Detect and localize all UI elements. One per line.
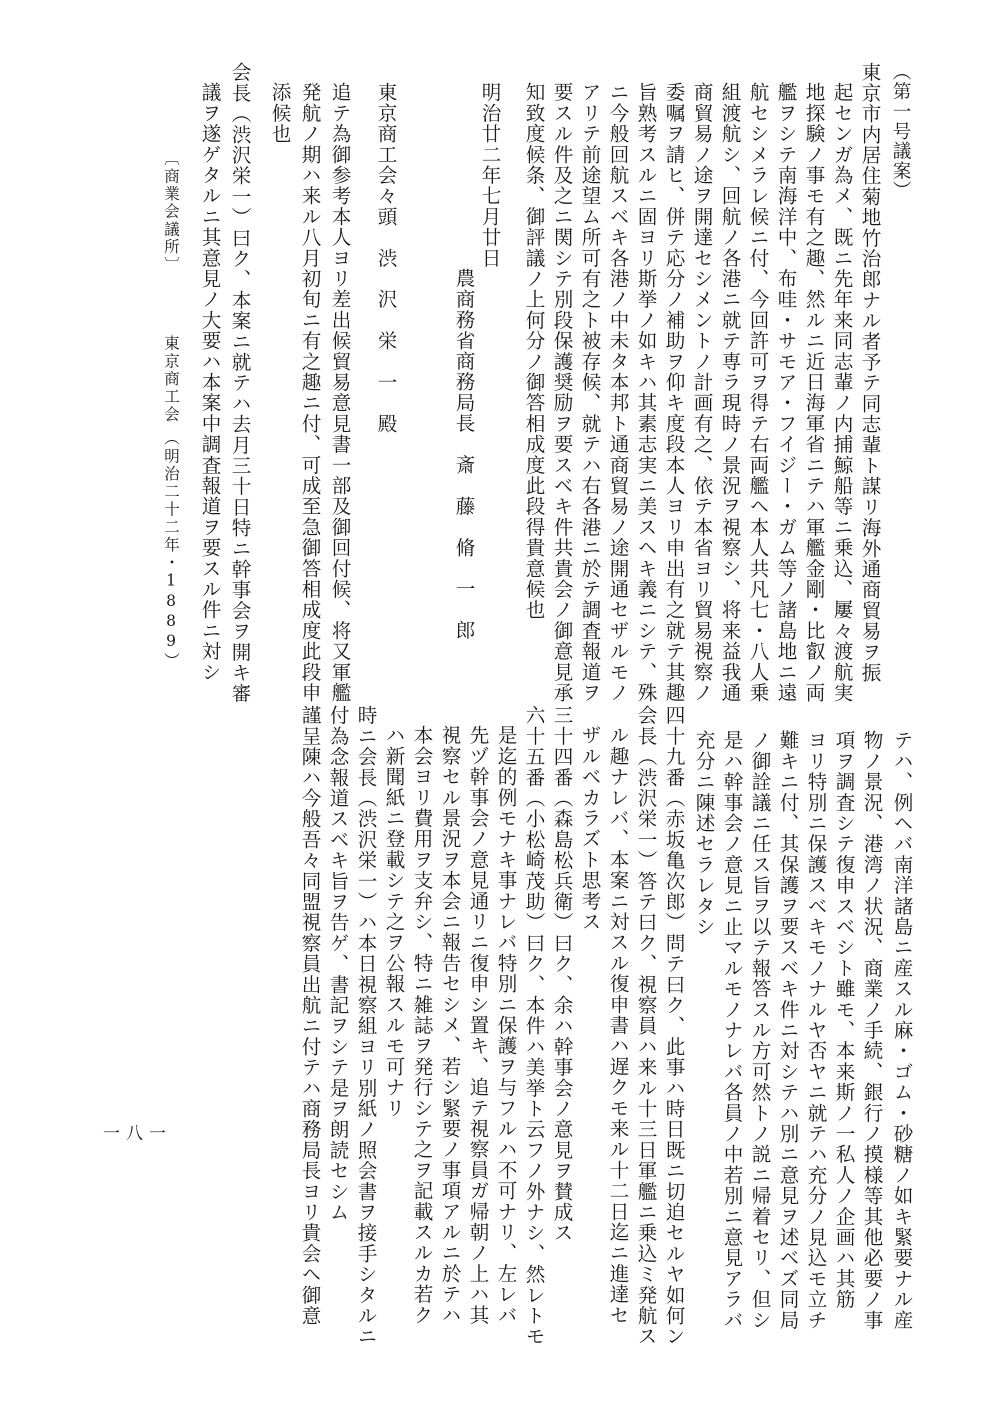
text-column: 要スル件及之ニ関シテ別段保護奨励ヲ要スベキ件共貴会ノ御意見承 xyxy=(550,82,573,703)
text-column: 艦ヲシテ南海洋中、布哇・サモア・フイジー・ガム等ノ諸島地ニ遠 xyxy=(774,82,797,703)
text-column: 追テ為御参考本人ヨリ差出候貿易意見書一部及御回付候、将又軍艦 xyxy=(328,82,351,703)
text-column: 商貿易ノ途ヲ開達セシメントノ計画有之、依テ本省ヨリ貿易視察ノ xyxy=(690,82,713,703)
text-column: 航セシメラレ候ニ付、今回許可ヲ得テ右両艦ヘ本人共凡七・八人乗 xyxy=(746,82,769,703)
text-column: 会長（渋沢栄一）答テ曰ク、視察員ハ来ル十三日軍艦ニ乗込ミ発航ス xyxy=(634,705,657,1347)
text-column: 物ノ景況、港湾ノ状況、商業ノ手続、銀行ノ摸様等其他必要ノ事 xyxy=(860,730,883,1331)
text-column: ノ御詮議ニ任ス旨ヲ以テ報答スル方可然トノ説ニ帰着セリ、但シ xyxy=(748,730,771,1331)
text-column: 東京市内居住菊地竹治郎ナル者予テ同志輩ト謀リ海外通商貿易ヲ振 xyxy=(858,62,881,683)
text-column: 付為念報道スベキ旨ヲ告ゲ、書記ヲシテ是ヲ朗読セシム xyxy=(326,705,349,1223)
text-column: 起センガ為メ、既ニ先年来同志輩ノ内捕鯨船等ニ乗込、屢々渡航実 xyxy=(830,82,853,703)
text-column: 本会ヨリ費用ヲ支弁シ、特ニ雑誌ヲ発行シテ之ヲ記載スルカ若ク xyxy=(410,725,433,1326)
publisher-label: 東京商工会 xyxy=(162,335,180,424)
text-column: ル趣ナレバ、本案ニ対スル復申書ハ遅クモ来ル十二日迄ニ進達セ xyxy=(606,725,629,1326)
text-column: 添候也 xyxy=(268,82,291,145)
text-column: 先ヅ幹事会ノ意見通リニ復申シ置キ、追テ視察員ガ帰朝ノ上ハ其 xyxy=(466,725,489,1326)
text-column: テハ、例ヘバ南洋諸島ニ産スル麻・ゴム・砂糖ノ如キ緊要ナル産 xyxy=(890,730,913,1331)
date-label: （明治二十二年・1889） xyxy=(162,430,180,671)
page-number: 一八一 xyxy=(103,1124,172,1144)
text-column: 時ニ会長（渋沢栄一）ハ本日視察組ヨリ別紙ノ照会書ヲ接手シタルニ xyxy=(354,705,377,1347)
text-column: 充分ニ陳述セラレタシ xyxy=(692,730,715,937)
text-column: 議ヲ遂ゲタルニ其意見ノ大要ハ本案中調査報道ヲ要スル件ニ対シ xyxy=(198,82,221,683)
text-column: 組渡航シ、回航ノ各港ニ就テ専ラ現時ノ景況ヲ視察シ、将来益我通 xyxy=(718,82,741,703)
agenda-heading: （第一号議案） xyxy=(890,62,911,201)
letter-addressee: 東京商工会々頭 渋 沢 栄 一 殿 xyxy=(374,82,397,434)
text-column: 発航ノ期ハ来ル八月初旬ニ有之趣ニ付、可成至急御答相成度此段申 xyxy=(298,82,321,703)
text-column: 会長（渋沢栄一）曰ク、本案ニ就テハ去月三十日特ニ幹事会ヲ開キ審 xyxy=(228,62,251,704)
text-column: 知致度候条、御評議ノ上何分ノ御答相成度此段得貴意候也 xyxy=(522,82,545,621)
text-column: アリテ前途望ム所可有之ト被存候、就テハ右各港ニ於テ調査報道ヲ xyxy=(578,82,601,703)
text-column: ザルベカラズト思考ス xyxy=(578,725,601,932)
text-column: 是迄的例モナキ事ナレバ特別ニ保護ヲ与フルハ不可ナリ、左レバ xyxy=(494,725,517,1326)
text-column: 視察セル景況ヲ本会ニ報告セシメ、若シ緊要ノ事項アルニ於テハ xyxy=(438,725,461,1326)
text-column: 六十五番（小松崎茂助）曰ク、本件ハ美挙ト云フノ外ナシ、然レトモ xyxy=(522,705,545,1347)
text-column: 難キニ付、其保護ヲ要スベキ件ニ対シテハ別ニ意見ヲ述ベズ同局 xyxy=(776,730,799,1331)
text-column: 項ヲ調査シテ復申スベシト雖モ、本来斯ノ一私人ノ企画ハ其筋 xyxy=(832,730,855,1310)
text-column: 委嘱ヲ請ヒ、併テ応分ノ補助ヲ仰キ度段本人ヨリ申出有之就テ其趣 xyxy=(662,82,685,703)
text-column: 是ハ幹事会ノ意見ニ止マルモノナレバ各員ノ中若別ニ意見アラバ xyxy=(720,730,743,1331)
text-column: 三十四番（森島松兵衛）曰ク、余ハ幹事会ノ意見ヲ賛成ス xyxy=(550,705,573,1244)
letter-date: 明治廿二年七月廿日 xyxy=(478,82,501,269)
text-column: 四十九番（赤坂亀次郎）問テ曰ク、此事ハ時日既ニ切迫セルヤ如何ン xyxy=(662,705,685,1347)
letter-sender: 農商務省商務局長 斎 藤 脩 一 郎 xyxy=(452,268,475,641)
text-column: 謹呈陳ハ今般吾々同盟視察員出航ニ付テハ商務局長ヨリ貴会ヘ御意 xyxy=(298,705,321,1326)
source-label: 〔商業会議所〕 xyxy=(162,150,180,274)
text-column: 旨熟考スルニ固ヨリ斯挙ノ如キハ其素志実ニ美スヘキ義ニシテ、殊 xyxy=(634,82,657,703)
text-column: ハ新聞紙ニ登載シテ之ヲ公報スルモ可ナリ xyxy=(382,725,405,1119)
text-column: ニ今般回航スベキ各港ノ中未タ本邦ト通商貿易ノ途開通セザルモノ xyxy=(606,82,629,703)
text-column: ヨリ特別ニ保護スベキモノナルヤ否ヤニ就テハ充分ノ見込モ立チ xyxy=(804,730,827,1331)
text-column: 地探験ノ事モ有之趣、然ルニ近日海軍省ニテハ軍艦金剛・比叡ノ両 xyxy=(802,82,825,703)
